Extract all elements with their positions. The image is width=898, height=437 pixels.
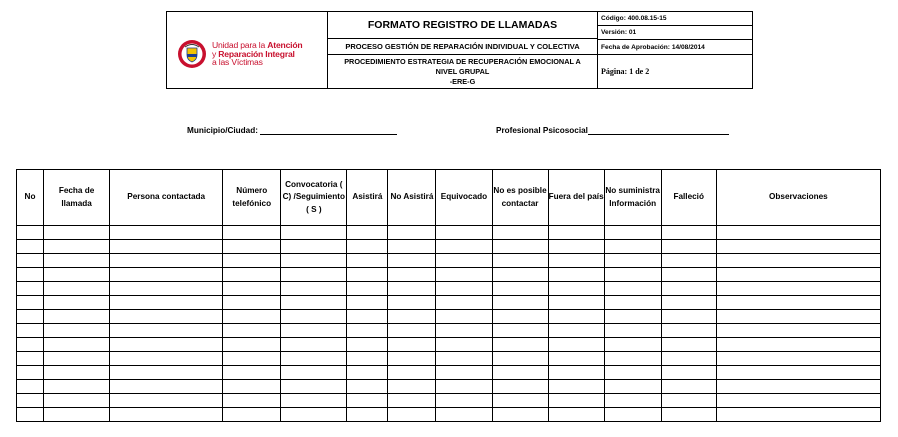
table-cell[interactable] xyxy=(110,352,223,366)
table-cell[interactable] xyxy=(281,282,347,296)
table-cell[interactable] xyxy=(17,282,44,296)
table-cell[interactable] xyxy=(661,366,716,380)
table-cell[interactable] xyxy=(44,380,110,394)
table-cell[interactable] xyxy=(281,408,347,422)
table-cell[interactable] xyxy=(492,226,548,240)
table-cell[interactable] xyxy=(110,254,223,268)
procedure-line-1: PROCEDIMIENTO ESTRATEGIA DE RECUPERACIÓN EMOCIONAL A xyxy=(344,56,581,66)
table-cell[interactable] xyxy=(436,408,492,422)
table-cell[interactable] xyxy=(716,254,880,268)
table-cell[interactable] xyxy=(281,394,347,408)
table-cell[interactable] xyxy=(548,352,604,366)
table-cell[interactable] xyxy=(110,324,223,338)
table-cell[interactable] xyxy=(548,394,604,408)
table-cell[interactable] xyxy=(388,296,436,310)
table-cell[interactable] xyxy=(716,240,880,254)
table-cell[interactable] xyxy=(281,310,347,324)
table-cell[interactable] xyxy=(110,338,223,352)
table-cell[interactable] xyxy=(492,240,548,254)
table-cell[interactable] xyxy=(223,310,281,324)
table-cell[interactable] xyxy=(716,394,880,408)
table-cell[interactable] xyxy=(388,352,436,366)
table-cell[interactable] xyxy=(223,268,281,282)
calls-register-table xyxy=(16,169,881,422)
table-cell[interactable] xyxy=(548,254,604,268)
table-cell[interactable] xyxy=(548,268,604,282)
table-cell[interactable] xyxy=(661,226,716,240)
table-cell[interactable] xyxy=(661,254,716,268)
table-cell[interactable] xyxy=(281,268,347,282)
table-cell[interactable] xyxy=(388,380,436,394)
municipio-field xyxy=(187,125,397,135)
table-row xyxy=(17,324,881,338)
logo-wordmark: Unidad para la Atención y Reparación Integral a las Víctimas xyxy=(212,40,303,68)
procedure-line-2: NIVEL GRUPAL xyxy=(435,66,490,76)
table-cell[interactable] xyxy=(110,268,223,282)
table-cell[interactable] xyxy=(604,352,661,366)
table-cell[interactable] xyxy=(436,282,492,296)
approval-date: Fecha de Aprobación: 14/08/2014 xyxy=(598,40,752,55)
table-cell[interactable] xyxy=(223,366,281,380)
table-cell[interactable] xyxy=(223,254,281,268)
table-cell[interactable] xyxy=(44,240,110,254)
table-cell[interactable] xyxy=(548,282,604,296)
table-cell[interactable] xyxy=(110,408,223,422)
table-cell[interactable] xyxy=(604,324,661,338)
table-cell[interactable] xyxy=(604,296,661,310)
column-header: Número telefónico xyxy=(223,170,281,226)
table-cell[interactable] xyxy=(716,324,880,338)
municipio-input-line[interactable] xyxy=(260,125,397,135)
column-header: Asistirá xyxy=(347,170,388,226)
table-cell[interactable] xyxy=(17,394,44,408)
table-cell[interactable] xyxy=(548,408,604,422)
table-cell[interactable] xyxy=(223,338,281,352)
table-cell[interactable] xyxy=(44,338,110,352)
table-cell[interactable] xyxy=(17,366,44,380)
table-cell[interactable] xyxy=(44,296,110,310)
table-cell[interactable] xyxy=(388,394,436,408)
table-row xyxy=(17,226,881,240)
table-cell[interactable] xyxy=(661,408,716,422)
table-cell[interactable] xyxy=(492,380,548,394)
table-cell[interactable] xyxy=(281,240,347,254)
table-cell[interactable] xyxy=(44,226,110,240)
table-cell[interactable] xyxy=(548,310,604,324)
procedure-name xyxy=(328,55,597,88)
table-cell[interactable] xyxy=(44,268,110,282)
table-cell[interactable] xyxy=(548,226,604,240)
table-cell[interactable] xyxy=(347,380,388,394)
table-cell[interactable] xyxy=(44,324,110,338)
table-row xyxy=(17,394,881,408)
column-header: No suministra Información xyxy=(604,170,661,226)
table-cell[interactable] xyxy=(716,296,880,310)
table-cell[interactable] xyxy=(223,394,281,408)
table-cell[interactable] xyxy=(17,268,44,282)
table-cell[interactable] xyxy=(17,296,44,310)
profesional-label: Profesional Psicosocial xyxy=(496,126,588,135)
table-cell[interactable] xyxy=(347,268,388,282)
table-cell[interactable] xyxy=(436,254,492,268)
table-cell[interactable] xyxy=(604,380,661,394)
table-cell[interactable] xyxy=(44,408,110,422)
table-cell[interactable] xyxy=(281,380,347,394)
table-cell[interactable] xyxy=(347,338,388,352)
table-cell[interactable] xyxy=(388,226,436,240)
table-cell[interactable] xyxy=(436,352,492,366)
table-cell[interactable] xyxy=(110,240,223,254)
process-name: PROCESO GESTIÓN DE REPARACIÓN INDIVIDUAL Y COLECTIVA xyxy=(328,39,597,55)
table-cell[interactable] xyxy=(281,352,347,366)
table-cell[interactable] xyxy=(548,366,604,380)
table-cell[interactable] xyxy=(17,408,44,422)
table-row xyxy=(17,310,881,324)
column-header: Convocatoria ( C) /Seguimiento ( S ) xyxy=(281,170,347,226)
table-row xyxy=(17,282,881,296)
coat-of-arms-icon xyxy=(177,39,207,69)
table-cell[interactable] xyxy=(347,366,388,380)
document-header xyxy=(166,11,753,89)
table-cell[interactable] xyxy=(223,240,281,254)
table-cell[interactable] xyxy=(492,282,548,296)
table-cell[interactable] xyxy=(223,282,281,296)
document-title: FORMATO REGISTRO DE LLAMADAS xyxy=(328,12,597,39)
table-cell[interactable] xyxy=(44,366,110,380)
column-header: Persona contactada xyxy=(110,170,223,226)
table-cell[interactable] xyxy=(110,226,223,240)
municipio-label: Municipio/Ciudad: xyxy=(187,126,258,135)
table-cell[interactable] xyxy=(716,268,880,282)
table-cell[interactable] xyxy=(716,408,880,422)
document-code: Código: 400.08.15-15 xyxy=(598,12,752,26)
table-cell[interactable] xyxy=(548,380,604,394)
procedure-line-3: -ERE-G xyxy=(449,76,476,86)
table-cell[interactable] xyxy=(17,324,44,338)
table-cell[interactable] xyxy=(347,408,388,422)
table-row xyxy=(17,268,881,282)
column-header: Equivocado xyxy=(436,170,492,226)
table-cell[interactable] xyxy=(281,254,347,268)
column-header: No es posible contactar xyxy=(492,170,548,226)
table-cell[interactable] xyxy=(492,366,548,380)
table-cell[interactable] xyxy=(436,324,492,338)
table-cell[interactable] xyxy=(223,324,281,338)
table-cell[interactable] xyxy=(44,352,110,366)
column-header: Observaciones xyxy=(716,170,880,226)
table-cell[interactable] xyxy=(604,240,661,254)
table-cell[interactable] xyxy=(436,310,492,324)
profesional-input-line[interactable] xyxy=(588,125,729,135)
table-cell[interactable] xyxy=(436,240,492,254)
table-cell[interactable] xyxy=(223,226,281,240)
table-cell[interactable] xyxy=(110,380,223,394)
table-cell[interactable] xyxy=(347,394,388,408)
table-cell[interactable] xyxy=(388,310,436,324)
table-cell[interactable] xyxy=(110,282,223,296)
table-cell[interactable] xyxy=(604,254,661,268)
table-cell[interactable] xyxy=(388,240,436,254)
table-cell[interactable] xyxy=(44,394,110,408)
table-cell[interactable] xyxy=(388,366,436,380)
table-cell[interactable] xyxy=(661,338,716,352)
table-cell[interactable] xyxy=(17,254,44,268)
table-cell[interactable] xyxy=(661,310,716,324)
column-header: No xyxy=(17,170,44,226)
table-cell[interactable] xyxy=(347,240,388,254)
table-cell[interactable] xyxy=(17,310,44,324)
table-cell[interactable] xyxy=(548,296,604,310)
column-header: No Asistirá xyxy=(388,170,436,226)
table-cell[interactable] xyxy=(388,268,436,282)
table-cell[interactable] xyxy=(604,282,661,296)
table-cell[interactable] xyxy=(347,352,388,366)
table-cell[interactable] xyxy=(661,352,716,366)
table-cell[interactable] xyxy=(661,394,716,408)
title-cell xyxy=(328,12,598,88)
table-cell[interactable] xyxy=(661,380,716,394)
table-cell[interactable] xyxy=(716,226,880,240)
table-cell[interactable] xyxy=(492,268,548,282)
table-cell[interactable] xyxy=(604,226,661,240)
table-cell[interactable] xyxy=(347,226,388,240)
table-cell[interactable] xyxy=(110,296,223,310)
table-cell[interactable] xyxy=(492,352,548,366)
table-cell[interactable] xyxy=(110,394,223,408)
table-cell[interactable] xyxy=(281,296,347,310)
table-row xyxy=(17,380,881,394)
table-cell[interactable] xyxy=(44,254,110,268)
table-cell[interactable] xyxy=(347,254,388,268)
table-cell[interactable] xyxy=(223,352,281,366)
table-cell[interactable] xyxy=(492,408,548,422)
table-cell[interactable] xyxy=(281,338,347,352)
table-cell[interactable] xyxy=(436,380,492,394)
profesional-field xyxy=(496,125,729,135)
table-cell[interactable] xyxy=(716,282,880,296)
column-header: Fecha de llamada xyxy=(44,170,110,226)
table-cell[interactable] xyxy=(223,380,281,394)
table-row xyxy=(17,366,881,380)
page-count: Página: 1 de 2 xyxy=(601,67,650,76)
table-cell[interactable] xyxy=(661,296,716,310)
table-cell[interactable] xyxy=(388,338,436,352)
table-cell[interactable] xyxy=(492,254,548,268)
table-cell[interactable] xyxy=(17,338,44,352)
table-cell[interactable] xyxy=(492,324,548,338)
table-cell[interactable] xyxy=(548,324,604,338)
table-cell[interactable] xyxy=(17,352,44,366)
table-cell[interactable] xyxy=(604,338,661,352)
column-header: Fuera del país xyxy=(548,170,604,226)
table-cell[interactable] xyxy=(17,226,44,240)
table-cell[interactable] xyxy=(548,240,604,254)
table-cell[interactable] xyxy=(44,310,110,324)
table-cell[interactable] xyxy=(347,310,388,324)
table-cell[interactable] xyxy=(223,408,281,422)
table-cell[interactable] xyxy=(347,324,388,338)
table-cell[interactable] xyxy=(716,338,880,352)
table-cell[interactable] xyxy=(110,310,223,324)
table-row xyxy=(17,240,881,254)
table-cell[interactable] xyxy=(716,380,880,394)
table-cell[interactable] xyxy=(223,296,281,310)
table-cell[interactable] xyxy=(661,324,716,338)
table-cell[interactable] xyxy=(388,254,436,268)
table-cell[interactable] xyxy=(492,338,548,352)
table-cell[interactable] xyxy=(716,310,880,324)
table-row xyxy=(17,408,881,422)
table-cell[interactable] xyxy=(347,296,388,310)
table-header-row xyxy=(17,170,881,226)
table-cell[interactable] xyxy=(388,282,436,296)
table-row xyxy=(17,296,881,310)
table-body xyxy=(17,226,881,422)
table-cell[interactable] xyxy=(436,226,492,240)
table-cell[interactable] xyxy=(436,296,492,310)
table-cell[interactable] xyxy=(436,394,492,408)
table-cell[interactable] xyxy=(716,366,880,380)
logo-cell xyxy=(167,12,328,88)
table-cell[interactable] xyxy=(436,268,492,282)
table-cell[interactable] xyxy=(17,240,44,254)
table-cell[interactable] xyxy=(388,324,436,338)
table-cell[interactable] xyxy=(548,338,604,352)
table-cell[interactable] xyxy=(661,240,716,254)
table-cell[interactable] xyxy=(388,408,436,422)
table-cell[interactable] xyxy=(492,296,548,310)
table-cell[interactable] xyxy=(347,282,388,296)
table-cell[interactable] xyxy=(110,366,223,380)
table-cell[interactable] xyxy=(661,268,716,282)
table-cell[interactable] xyxy=(604,394,661,408)
table-cell[interactable] xyxy=(604,268,661,282)
table-cell[interactable] xyxy=(492,310,548,324)
table-cell[interactable] xyxy=(716,352,880,366)
table-row xyxy=(17,352,881,366)
table-row xyxy=(17,338,881,352)
table-cell[interactable] xyxy=(604,408,661,422)
table-cell[interactable] xyxy=(44,282,110,296)
table-cell[interactable] xyxy=(604,366,661,380)
table-cell[interactable] xyxy=(436,338,492,352)
table-cell[interactable] xyxy=(604,310,661,324)
table-cell[interactable] xyxy=(661,282,716,296)
table-cell[interactable] xyxy=(17,380,44,394)
table-cell[interactable] xyxy=(436,366,492,380)
table-cell[interactable] xyxy=(281,324,347,338)
metadata-cell xyxy=(598,12,752,88)
table-cell[interactable] xyxy=(281,366,347,380)
table-cell[interactable] xyxy=(492,394,548,408)
table-cell[interactable] xyxy=(281,226,347,240)
table-row xyxy=(17,254,881,268)
document-version: Versión: 01 xyxy=(598,26,752,40)
column-header: Falleció xyxy=(661,170,716,226)
